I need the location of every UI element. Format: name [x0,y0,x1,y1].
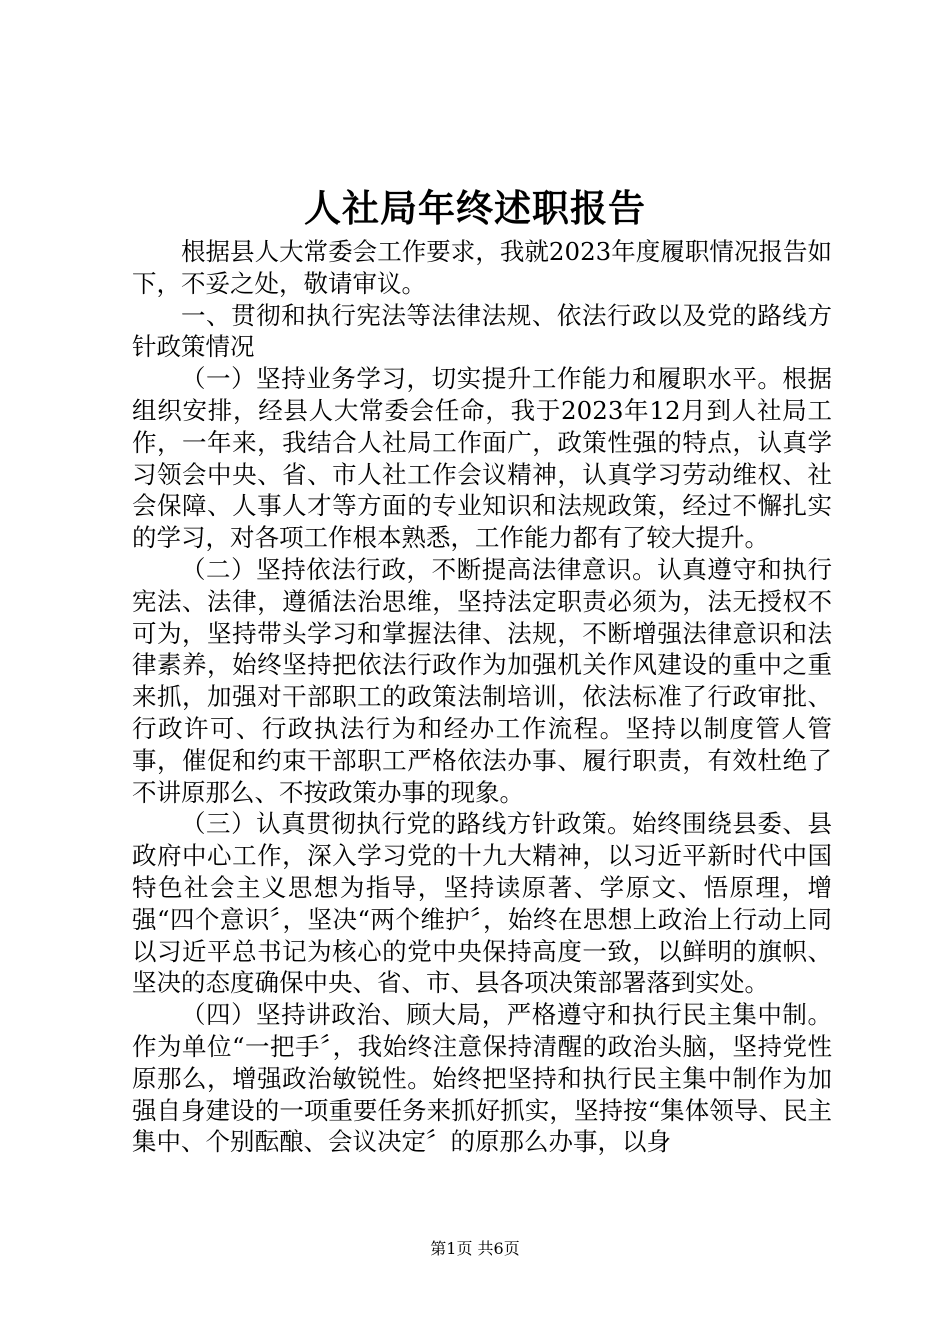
paragraph-item-1: （一）坚持业务学习，切实提升工作能力和履职水平。根据组织安排，经县人大常委会任命，我于2023年12月到人社局工作，一年来，我结合人社局工作面广，政策性强的特点，认真学习领会中央、省、市人社工作会议精神，认真学习劳动维权、社会保障、人事人才等方面的专业知识和法规政策，经过不懈扎实的学习，对各项工作根本熟悉，工作能力都有了较大提升。 [132,364,832,553]
paragraph-item-4: （四）坚持讲政治、顾大局，严格遵守和执行民主集中制。作为单位“一把手〞，我始终注意保持清醒的政治头脑，坚持党性原那么，增强政治敏锐性。始终把坚持和执行民主集中制作为加强自身建设的一项重要任务来抓好抓实，坚持按“集体领导、民主集中、个别酝酿、会议决定〞的原那么办事，以身 [132,1000,832,1157]
paragraph-intro: 根据县人大常委会工作要求，我就2023年度履职情况报告如下，不妥之处，敬请审议。 [132,237,832,298]
document-body [132,236,832,1158]
page-number-footer: 第1页 共6页 [430,1239,520,1258]
section-heading-1: 一、贯彻和执行宪法等法律法规、依法行政以及党的路线方针政策情况 [132,300,832,362]
document-title: 人社局年终述职报告 [304,186,646,230]
paragraph-item-2: （二）坚持依法行政，不断提高法律意识。认真遵守和执行宪法、法律，遵循法治思维，坚持法定职责必须为，法无授权不可为，坚持带头学习和掌握法律、法规，不断增强法律意识和法律素养，始终坚持把依法行政作为加强机关作风建设的重中之重来抓，加强对干部职工的政策法制培训，依法标准了行政审批、行政许可、行政执法行为和经办工作流程。坚持以制度管人管事，催促和约束干部职工严格依法办事、履行职责，有效杜绝了不讲原那么、不按政策办事的现象。 [132,554,832,807]
paragraph-item-3: （三）认真贯彻执行党的路线方针政策。始终围绕县委、县政府中心工作，深入学习党的十九大精神，以习近平新时代中国特色社会主义思想为指导，坚持读原著、学原文、悟原理，增强“四个意识〞，坚决“两个维护〞，始终在思想上政治上行动上同以习近平总书记为核心的党中央保持高度一致，以鲜明的旗帜、坚决的态度确保中央、省、市、县各项决策部署落到实处。 [132,809,832,998]
